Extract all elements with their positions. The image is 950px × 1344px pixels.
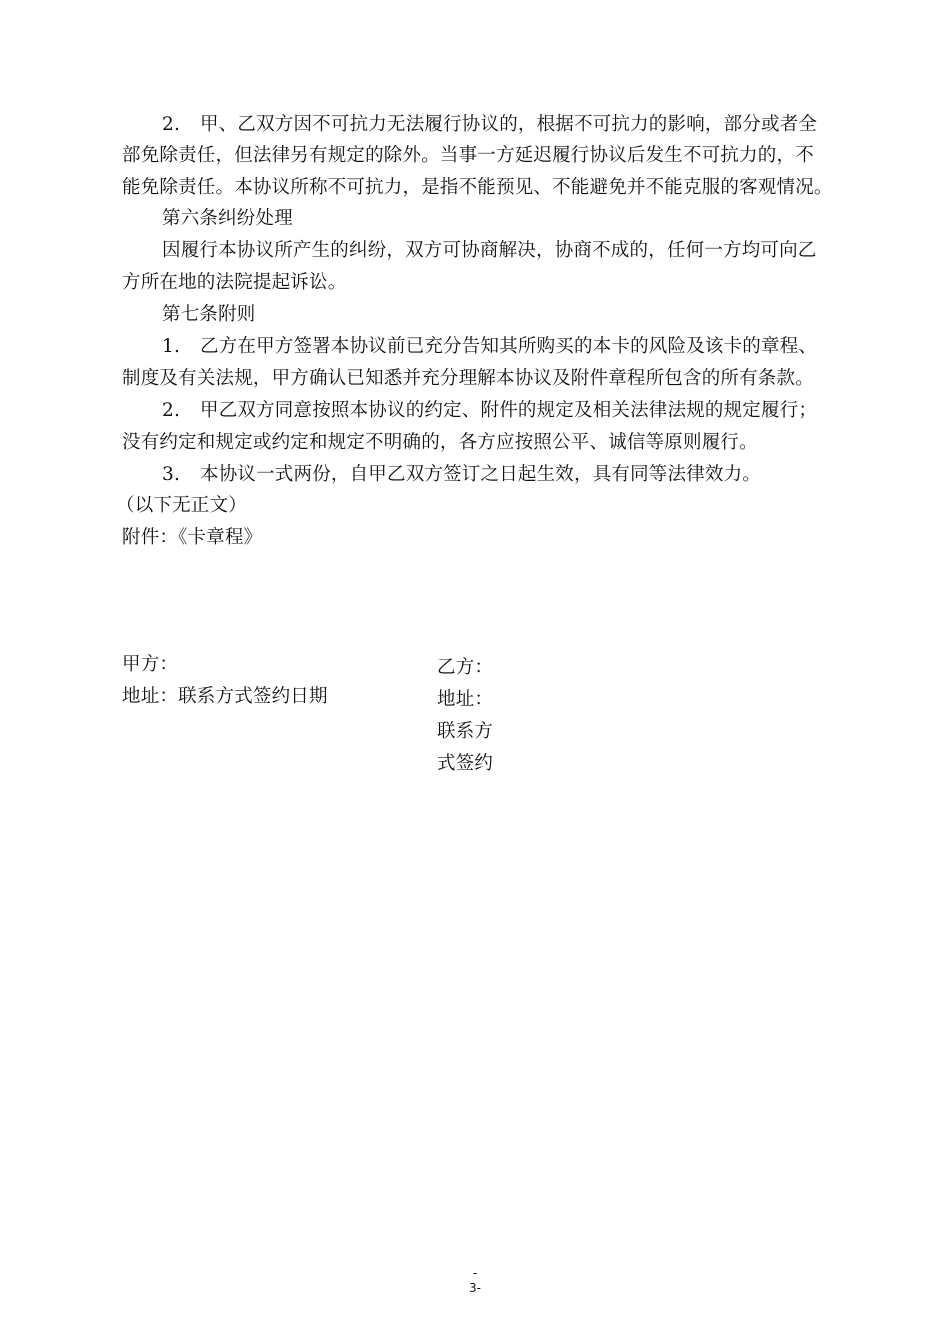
clause5-item2-text1: 甲、乙双方因不可抗力无法履行协议的，根据不可抗力的影响，部分或者全 [200,114,818,135]
clause7-item1-line1 [162,336,817,358]
clause7-item3-line1 [162,464,761,486]
clause7-item2-line1 [162,400,817,422]
clause6-line2: 方所在地的法院提起诉讼。 [122,272,347,293]
page-number: 3- [469,1281,481,1295]
clause7-item1-number: 1. [162,336,181,357]
clause7-item2-text1: 甲乙双方同意按照本协议的约定、附件的规定及相关法律法规的规定履行； [200,400,818,421]
clause5-item2-line2: 部免除责任，但法律另有规定的除外。当事一方延迟履行协议后发生不可抗力的，不 [122,145,814,166]
clause5-item2-line1 [162,114,817,136]
party-b-contact-line2: 式签约 [437,753,494,774]
page-number-dash: - [472,1266,478,1280]
clause7-item2-number: 2. [162,400,181,421]
party-a-label: 甲方： [122,654,179,675]
clause7-item3-text1: 本协议一式两份，自甲乙双方签订之日起生效，具有同等法律效力。 [200,464,762,485]
clause5-item2-line3: 能免除责任。本协议所称不可抗力，是指不能预见、不能避免并不能克服的客观情况。 [122,177,833,198]
clause6-title: 第六条纠纷处理 [162,208,293,229]
party-a-details: 地址：联系方式签约日期 [122,686,328,707]
end-note: （以下无正文） [116,495,247,516]
clause7-item2-line2: 没有约定和规定或约定和规定不明确的，各方应按照公平、诚信等原则履行。 [122,432,758,453]
party-b-address: 地址： [437,689,494,710]
clause7-item3-number: 3. [162,464,181,485]
attachment-line: 附件：《卡章程》 [122,527,263,548]
clause7-item1-text1: 乙方在甲方签署本协议前已充分告知其所购买的本卡的风险及该卡的章程、 [200,336,818,357]
clause5-item2-number: 2. [162,114,181,135]
party-b-label: 乙方： [437,657,494,678]
clause7-title: 第七条附则 [162,304,256,325]
party-b-contact-line1: 联系方 [437,721,494,742]
clause7-item1-line2: 制度及有关法规，甲方确认已知悉并充分理解本协议及附件章程所包含的所有条款。 [122,368,814,389]
clause6-line1: 因履行本协议所产生的纠纷，双方可协商解决，协商不成的，任何一方均可向乙 [162,240,817,261]
